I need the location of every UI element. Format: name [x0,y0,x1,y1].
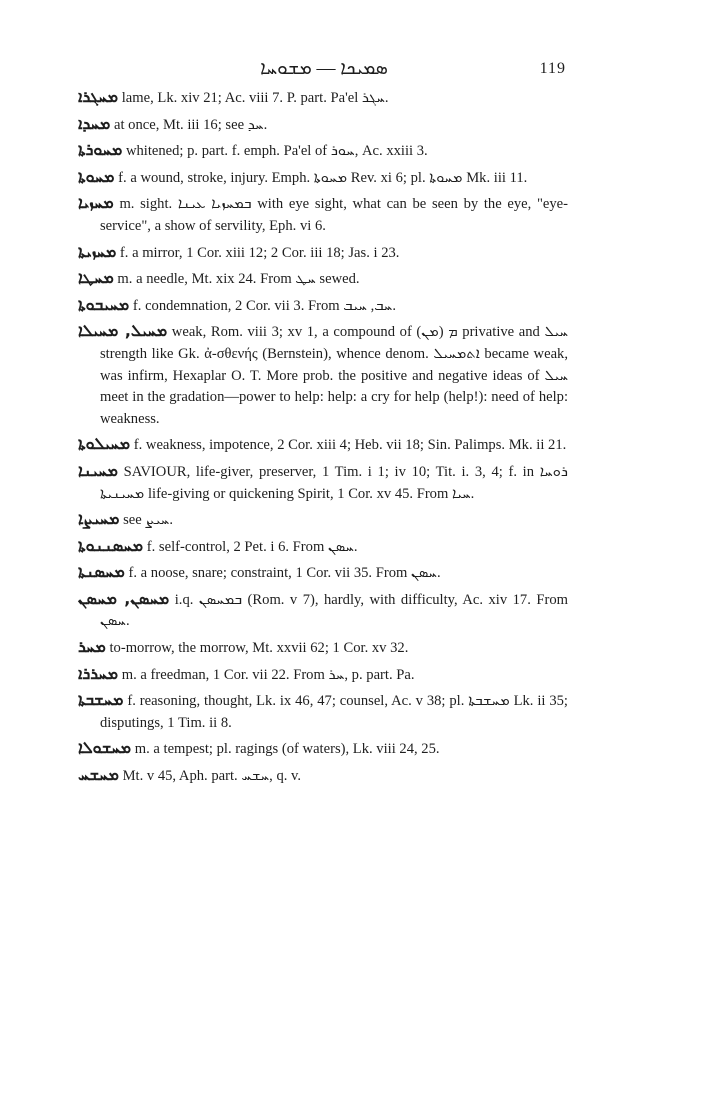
dictionary-entry [78,535,568,559]
dictionary-entry [78,166,568,190]
dictionary-entry [78,460,568,505]
dictionary-entry [78,320,568,430]
entry-body: to-morrow, the morrow, Mt. xxvii 62; 1 Cor. xv 32. [109,640,409,657]
page-number: 119 [539,60,566,77]
entry-headword: ܡܚܝܒܘܬܐ [78,294,130,314]
entry-headword: ܡܚܙܝܬܐ [78,241,117,261]
entry-list [78,86,568,791]
entry-body: m. a freedman, 1 Cor. vii 22. From ܚܪ, p. part. Pa. [121,666,415,683]
entry-body: m. sight. ܒܡܚܙܝܐ ܥܝܢܐ with eye sight, what can be seen by the eye, "eye-service", a show of servility, Eph. vi 6. [100,196,569,234]
dictionary-entry [78,737,568,761]
entry-body: at once, Mt. iii 16; see ܚܕ. [113,116,268,133]
entry-headword: ܡܚܣܢܬܐ [78,562,125,582]
entry-headword: ܡܚܛܐ [78,268,114,288]
entry-body: m. a tempest; pl. ragings (of waters), Lk. viii 24, 25. [134,741,440,758]
dictionary-entry [78,192,568,237]
entry-body: f. a mirror, 1 Cor. xiii 12; 2 Cor. iii 18; Jas. i 23. [119,244,400,261]
dictionary-entry [78,689,568,734]
entry-body: f. a wound, stroke, injury. Emph. ܡܚܘܬܐ Rev. xi 6; pl. ܡܚܘܬܐ Mk. iii 11. [118,169,528,186]
entry-body: f. a noose, snare; constraint, 1 Cor. vii 35. From ܚܣܢ. [128,565,441,582]
dictionary-entry [78,267,568,291]
dictionary-entry [78,561,568,585]
entry-body: lame, Lk. xiv 21; Ac. viii 7. P. part. Pa'el ܚܓܪ. [121,90,389,106]
page-header [78,58,570,84]
entry-headword: ܡܚܣܢ, ܡܚܣܢ [78,588,170,608]
entry-headword: ܡܚܫܚ [78,765,119,785]
entry-headword: ܡܚܘܬܐ [78,166,115,186]
entry-headword: ܡܚܫܘܠܐ [78,738,132,758]
entry-headword: ܡܚܝܨܐ [78,509,120,529]
dictionary-entry [78,764,568,788]
dictionary-entry [78,241,568,265]
dictionary-entry [78,86,568,110]
entry-body: Mt. v 45, Aph. part. ܚܫܚ, q. v. [122,768,302,785]
entry-body: f. condemnation, 2 Cor. vii 3. From ܚܒ, ܚܝܒ. [132,297,396,314]
dictionary-entry [78,113,568,137]
running-head: ܣܡܝܟܐ — ܡܫܘܚܐ [260,58,388,79]
entry-headword: ܡܚܝܠ, ܡܚܝܠܐ [78,321,168,341]
dictionary-entry [78,433,568,457]
dictionary-entry [78,139,568,163]
entry-body: whitened; p. part. f. emph. Pa'el of ܚܘܪ, Ac. xxiii 3. [125,143,428,160]
entry-headword: ܡܚܪ [78,637,106,657]
entry-headword: ܡܚܕܐ [78,113,111,133]
entry-headword: ܡܚܝܢܐ [78,460,118,480]
dictionary-entry [78,663,568,687]
entry-body: i.q. ܒܡܚܣܢ (Rom. v 7), hardly, with difficulty, Ac. xiv 17. From ܚܣܢ. [100,591,568,630]
entry-body: weak, Rom. viii 3; xv 1, a compound of ܡ (ܡܢ) privative and ܚܝܠ strength like Gk. ἀ-σθενής (Bernstein), whence denom. ܐܬܡܚܝܠ became weak, was infirm, Hexaplar O. T. More prob. the positive and negative ideas of ܚܝܠ meet in the gradation—power to help: help: a cry for help (help!): need of help: weakness. [100,324,568,427]
entry-headword: ܡܚܓܪܐ [78,87,119,106]
dictionary-entry [78,508,568,532]
entry-body: f. reasoning, thought, Lk. ix 46, 47; counsel, Ac. v 38; pl. ܡܚܫܒܬܐ Lk. ii 35; disputings, 1 Tim. ii 8. [100,693,568,731]
entry-body: see ܚܝܨ. [123,512,173,529]
entry-body: m. a needle, Mt. xix 24. From ܚܛ sewed. [117,271,360,288]
entry-headword: ܡܚܙܝܐ [78,193,114,213]
entry-headword: ܡܚܘܪܬܐ [78,140,123,160]
entry-headword: ܡܚܝܠܘܬܐ [78,434,131,454]
dictionary-entry [78,636,568,660]
dictionary-entry [78,588,568,633]
entry-body: f. weakness, impotence, 2 Cor. xiii 4; Heb. vii 18; Sin. Palimps. Mk. ii 21. [133,437,567,454]
entry-headword: ܡܚܣܢܢܘܬܐ [78,535,144,555]
entry-body: f. self-control, 2 Pet. i 6. From ܚܣܢ. [146,538,358,555]
entry-headword: ܡܚܫܒܬܐ [78,690,124,710]
entry-body: SAVIOUR, life-giver, preserver, 1 Tim. i 1; iv 10; Tit. i. 3, 4; f. in ܪܘܚܐ ܡܚܝܢܝܬܐ life-giving or quickening Spirit, 1 Cor. xv 45. From ܚܝܐ. [100,463,569,502]
entry-headword: ܡܚܪܪܐ [78,663,119,683]
dictionary-entry [78,294,568,318]
